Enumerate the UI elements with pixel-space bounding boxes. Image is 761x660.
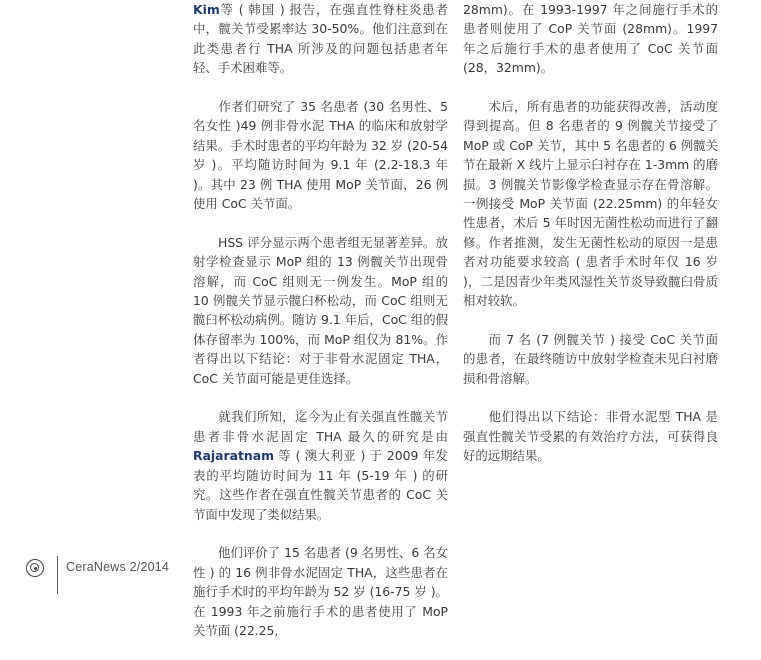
paragraph-text: 就我们所知，迄今为止有关强直性髋关节患者非骨水泥固定 THA 最久的研究是由 [193,409,448,444]
paragraph-text: 他们得出以下结论：非骨水泥型 THA 是强直性髋关节受累的有效治疗方法，可获得良好的远期结果。 [463,409,718,464]
paragraph-text: 等 ( 澳大利亚 ) 于 2009 年发表的平均随访时间为 11 年 (5-19 年 ) 的研究。这些作者在强直性髋关节患者的 CoC 关节面中发现了类似结果。 [193,448,448,522]
page-footer [0,552,761,594]
paragraph-text: 28mm)。在 1993-1997 年之间施行手术的患者则使用了 CoP 关节面 (28mm)。1997 年之后施行手术的患者使用了 CoC 关节面 (28，32mm)。 [463,2,718,76]
paragraph-text: 术后，所有患者的功能获得改善，活动度得到提高。但 8 名患者的 9 例髋关节接受了 MoP 或 CoP 关节，其中 5 名患者的 6 例髋关节在最新 X 线片上显示臼衬存在 1-3mm 的磨损。3 例髋关节影像学检查显示存在骨溶解。一例接受 MoP 关节面 (22.25mm) 的年轻女性患者，术后 5 年时因无菌性松动而进行了翻修。作者推测，发生无菌性松动的原因一是患者对功能要求较高 ( 患者手术时年仅 16 岁 )，二是因青少年类风湿性关节炎导致髋臼骨质相对较软。 [463,99,718,309]
paragraph-text: 等 ( 韩国 ) 报告，在强直性脊柱炎患者中，髋关节受累率达 30-50%。他们注意到在此类患者行 THA 所涉及的问题包括患者年轻、手术困难等。 [193,2,448,76]
paragraph-text: 作者们研究了 35 名患者 (30 名男性、5 名女性 )49 例非骨水泥 THA 的临床和放射学结果。手术时患者的平均年龄为 32 岁 (20-54 岁 )。平均随访时间为 9.1 年 (2.2-18.3 年 )。其中 23 例 THA 使用 MoP 关节面，26 例使用 CoC 关节面。 [193,99,448,212]
paragraph-kim-report [193,0,448,78]
author-name-kim: Kim [193,2,220,17]
author-name-rajaratnam: Rajaratnam [193,448,274,464]
paragraph-hss-score [193,233,448,388]
paragraph-study-patients [193,97,448,213]
footer-divider [57,556,58,594]
ceramtec-logo-icon [26,559,44,577]
paragraph-text: 他们评价了 15 名患者 (9 名男性、6 名女性 ) 的 16 例非骨水泥固定 THA，这些患者在施行手术时的平均年龄为 52 岁 (16-75 岁 )。在 1993 年之前施行手术的患者使用了 MoP 关节面 (22.25, [193,545,448,638]
paragraph-text: 而 7 名 (7 例髋关节 ) 接受 CoC 关节面的患者，在最终随访中放射学检查未见臼衬磨损和骨溶解。 [463,331,718,386]
paragraph-coc-results [463,330,718,388]
paragraph-postoperative [463,97,718,310]
paragraph-text: HSS 评分显示两个患者组无显著差异。放射学检查显示 MoP 组的 13 例髋关节出现骨溶解，而 CoC 组则无一例发生。MoP 组的 10 例髋关节显示髋臼杯松动，而 CoC 组则无髋臼杯松动病例。随访 9.1 年后，CoC 组的假体存留率为 100%，而 MoP 组仅为 81%。作者得出以下结论：对于非骨水泥固定 THA，CoC 关节面可能是更佳选择。 [193,234,448,386]
publication-label: CeraNews 2/2014 [66,560,170,574]
right-column [463,0,718,485]
paragraph-conclusion [463,407,718,465]
paragraph-bearing-surfaces [463,0,718,78]
paragraph-rajaratnam-study [193,407,448,523]
